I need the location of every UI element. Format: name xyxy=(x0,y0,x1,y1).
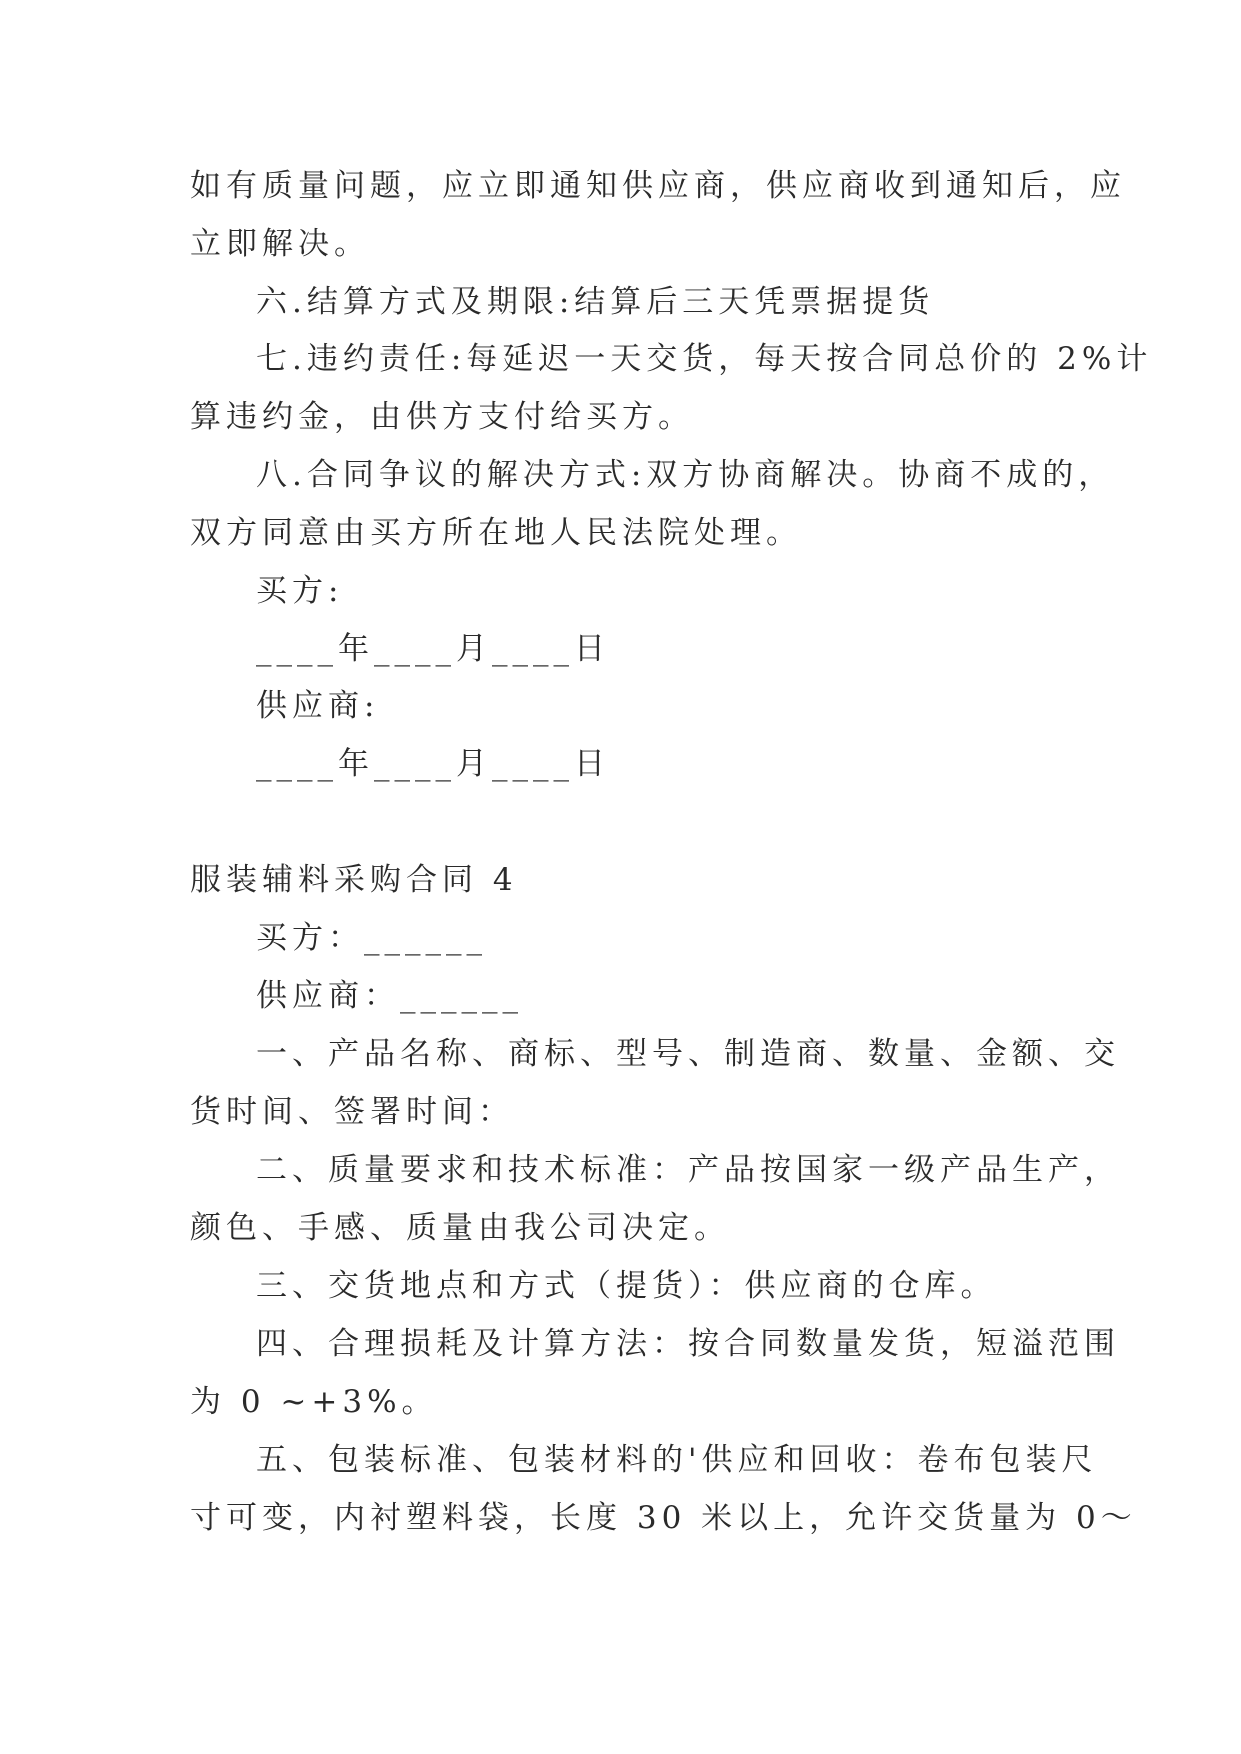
text-line: 六.结算方式及期限:结算后三天凭票据提货 xyxy=(256,284,935,320)
signature-label-buyer: 买方: xyxy=(256,573,344,609)
text-line: 寸可变，内衬塑料袋，长度 30 米以上，允许交货量为 0～ xyxy=(190,1500,1137,1536)
text-line: 二、质量要求和技术标准：产品按国家一级产品生产， xyxy=(256,1152,1120,1188)
supplier-field: 供应商：______ xyxy=(256,978,523,1014)
text-line: 五、包装标准、包装材料的'供应和回收：卷布包装尺 xyxy=(256,1442,1098,1478)
text-line: 货时间、签署时间： xyxy=(190,1094,514,1130)
text-line: 三、交货地点和方式（提货）：供应商的仓库。 xyxy=(256,1268,997,1304)
text-line: 颜色、手感、质量由我公司决定。 xyxy=(190,1210,730,1246)
text-line: 立即解决。 xyxy=(190,226,370,262)
contract-title: 服装辅料采购合同 4 xyxy=(190,862,518,898)
text-line: 如有质量问题，应立即通知供应商，供应商收到通知后，应 xyxy=(190,168,1126,204)
text-line: 一、产品名称、商标、型号、制造商、数量、金额、交 xyxy=(256,1036,1120,1072)
text-line: 算违约金，由供方支付给买方。 xyxy=(190,399,694,435)
date-blank-buyer: ____年____月____日 xyxy=(256,631,610,667)
date-blank-supplier: ____年____月____日 xyxy=(256,746,610,782)
text-line: 七.违约责任:每延迟一天交货，每天按合同总价的 2%计 xyxy=(256,341,1153,377)
text-line: 八.合同争议的解决方式:双方协商解决。协商不成的， xyxy=(256,457,1115,493)
text-line: 为 0 ~+3%。 xyxy=(190,1384,438,1420)
signature-label-supplier: 供应商: xyxy=(256,688,380,724)
text-line: 双方同意由买方所在地人民法院处理。 xyxy=(190,515,802,551)
text-line: 四、合理损耗及计算方法：按合同数量发货，短溢范围 xyxy=(256,1326,1120,1362)
buyer-field: 买方：______ xyxy=(256,920,487,956)
